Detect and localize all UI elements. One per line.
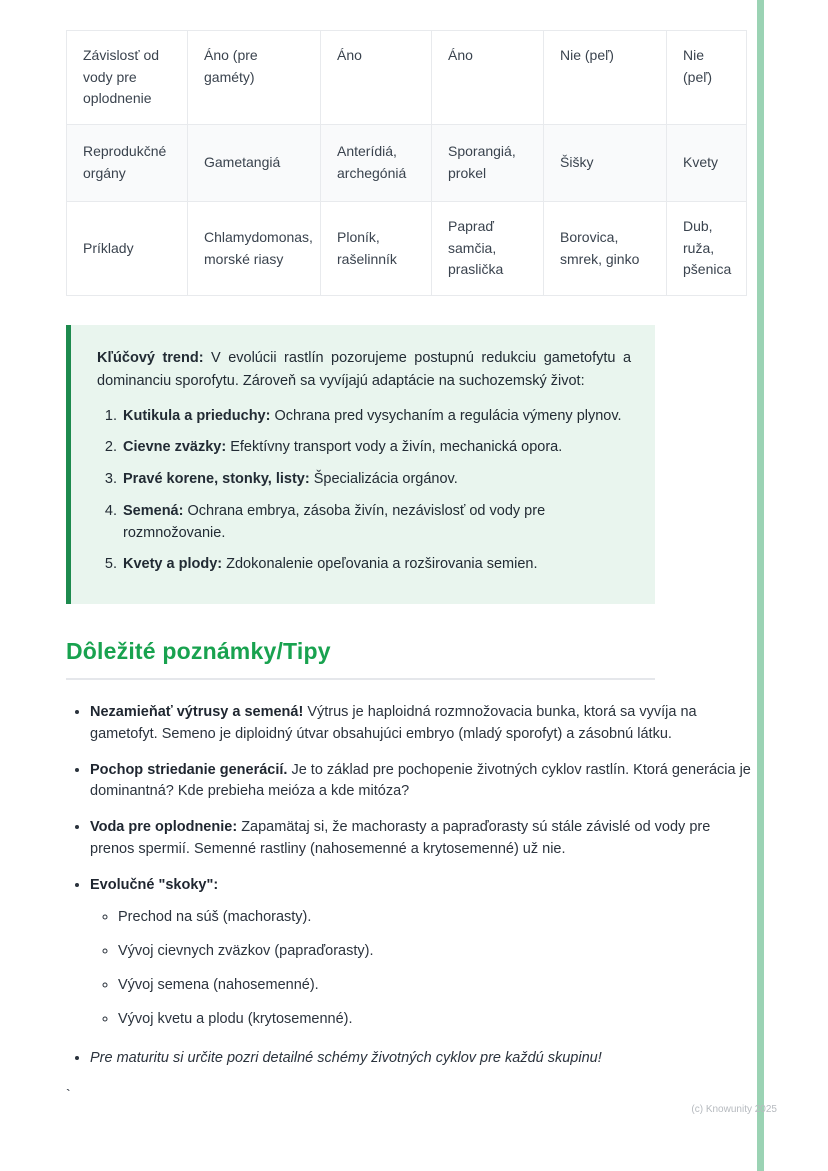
note-item [90,875,756,1031]
adaptation-term: Kutikula a prieduchy: [123,407,271,424]
adaptation-item [121,469,631,491]
adaptation-desc: Špecializácia orgánov. [313,471,458,487]
adaptation-term: Kvety a plody: [123,556,223,573]
note-term: Voda pre oplodnenie: [90,819,238,835]
adaptation-item [121,406,631,428]
adaptation-term: Cievne zväzky: [123,439,227,456]
table-cell: Ploník, rašelinník [321,202,432,296]
adaptation-item [121,437,631,459]
adaptation-term: Pravé korene, stonky, listy: [123,471,310,487]
stray-character: ` [66,1086,71,1102]
note-item [90,702,756,746]
callout-lead-text: V evolúcii rastlín pozorujeme postupnú redukciu gametofytu a dominanciu sporofytu. Zároveň sa vyvíjajú adaptácie na suchozemský život: [97,350,632,390]
table-cell: Šišky [544,125,667,202]
evolution-step: ◦ Vývoj kvetu a plodu (krytosemenné). [118,1009,756,1031]
page-edge-decoration [757,0,764,1171]
section-title: Dôležité poznámky/Tipy [66,638,331,664]
table-cell: Áno [321,31,432,125]
row-label-cell: Príklady [67,202,188,296]
note-term: Pochop striedanie generácií. [90,761,288,778]
notes-list [66,702,756,1070]
table-cell: Gametangiá [188,125,321,202]
table-cell: Papraď samčia, praslička [432,202,544,296]
table-cell: Áno [432,31,544,125]
callout-lead-bold: Kľúčový trend: [97,350,204,367]
table-cell: Sporangiá, prokel [432,125,544,202]
table-cell: Kvety [667,125,747,202]
note-text: Výtrus je haploidná rozmnožovacia bunka, ktorá sa vyvíja na gametofyt. Semeno je diploidný útvar obsahujúci embryo (mladý sporofyt) a zásobnú látku. [90,704,697,742]
table-cell: Borovica, smrek, ginko [544,202,667,296]
note-term: Nezamieňať výtrusy a semená! [90,704,304,720]
note-item [90,817,756,861]
row-label-cell: Reprodukčné orgány [67,125,188,202]
note-item [90,760,756,804]
evolution-step: ◦ Vývoj cievnych zväzkov (papraďorasty). [118,941,756,963]
table-cell: Dub, ruža, pšenica [667,202,747,296]
evolution-step: ◦ Vývoj semena (nahosemenné). [118,975,756,997]
table-cell: Áno (pre gaméty) [188,31,321,125]
maturita-tip-text: Pre maturitu si určite pozri detailné schémy životných cyklov pre každú skupinu! [90,1050,602,1067]
table-cell: Nie (peľ) [544,31,667,125]
note-text: Je to základ pre pochopenie životných cyklov rastlín. Ktorá generácia je dominantná? Kde prebieha meióza a kde mitóza? [90,761,751,800]
adaptation-desc: Zdokonalenie opeľovania a rozširovania semien. [226,556,538,573]
table-cell: Anterídiá, archegóniá [321,125,432,202]
table-cell: Nie (peľ) [667,31,747,125]
table-row [67,31,747,125]
plant-comparison-table [66,30,747,296]
evolution-step: ◦ Prechod na súš (machorasty). [118,907,756,929]
adaptation-item [121,554,631,576]
copyright-notice: (c) Knowunity 2025 [691,1104,777,1115]
adaptation-list [97,406,631,577]
adaptation-desc: Efektívny transport vody a živín, mechanická opora. [230,439,563,456]
section-divider [66,678,655,680]
evolution-steps-list [90,907,756,1030]
adaptation-desc: Ochrana pred vysychaním a regulácia výmeny plynov. [274,407,622,424]
adaptation-term: Semená: [123,502,184,519]
row-label-cell: Závislosť od vody pre oplodnenie [67,31,188,125]
table-row [67,202,747,296]
note-text: Zapamätaj si, že machorasty a papraďorasty sú stále závislé od vody pre prenos spermií. Semenné rastliny (nahosemenné a krytosemenné) už nie. [90,819,711,857]
table-cell: Chlamydomonas, morské riasy [188,202,321,296]
maturita-tip [90,1048,756,1070]
adaptation-item [121,501,631,545]
table-row [67,125,747,202]
key-trend-callout [66,325,655,604]
adaptation-desc: Ochrana embrya, zásoba živín, nezávislosť od vody pre rozmnožovanie. [123,502,546,541]
document-page [66,30,758,1102]
note-term: Evolučné "skoky": [90,876,219,893]
callout-lead [97,347,631,393]
